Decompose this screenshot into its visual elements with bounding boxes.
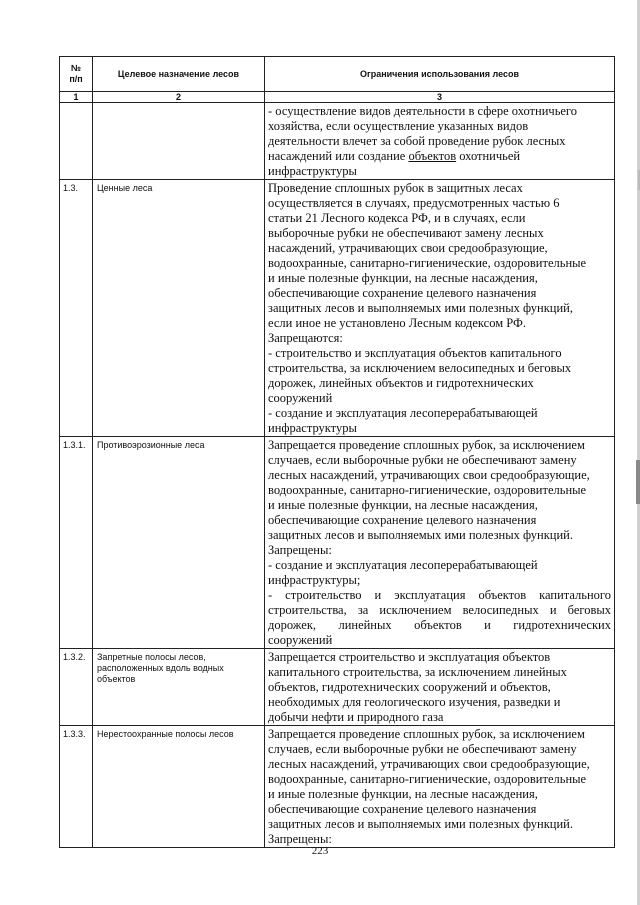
row-purpose bbox=[93, 437, 265, 649]
page-number: 223 bbox=[311, 845, 329, 857]
row-number bbox=[60, 103, 93, 180]
purpose-line: расположенных вдоль водных bbox=[97, 663, 224, 673]
restriction-line: - строительство и эксплуатация объектов капитального bbox=[268, 588, 611, 602]
header-number-abbr: п/п bbox=[69, 74, 83, 84]
restriction-line: хозяйства, если осуществление указанных видов bbox=[268, 119, 529, 133]
restriction-line: дорожек, линейных объектов и гидротехнических bbox=[268, 376, 534, 390]
row-number: 1.3.2. bbox=[60, 649, 93, 726]
restriction-line: капитального строительства, за исключением линейных bbox=[268, 665, 567, 679]
underlined-word: объектов bbox=[408, 149, 457, 163]
header-purpose: Целевое назначение лесов bbox=[93, 57, 265, 92]
header-restrictions: Ограничения использования лесов bbox=[265, 57, 615, 92]
restriction-line: водоохранные, санитарно-гигиенические, оздоровительные bbox=[268, 483, 587, 497]
restriction-line: лесных насаждений, утрачивающих свои средообразующие, bbox=[268, 468, 590, 482]
table-row bbox=[60, 180, 615, 437]
restriction-line: насаждений или создание объектов охотничьей bbox=[268, 149, 521, 163]
restriction-line: деятельности влечет за собой проведение рубок лесных bbox=[268, 134, 566, 148]
row-purpose bbox=[93, 726, 265, 848]
row-restrictions bbox=[265, 437, 615, 649]
restriction-line: выборочные рубки не обеспечивают замену лесных bbox=[268, 226, 544, 240]
purpose-line: Ценные леса bbox=[97, 183, 153, 193]
restriction-line: защитных лесов и выполняемых ими полезных функций. bbox=[268, 817, 573, 831]
restriction-line: инфраструктуры bbox=[268, 164, 357, 178]
row-purpose bbox=[93, 103, 265, 180]
restriction-line: сооружений bbox=[268, 633, 333, 647]
restriction-line: строительства, за исключением велосипедных и беговых bbox=[268, 361, 572, 375]
restriction-line: сооружений bbox=[268, 391, 333, 405]
purpose-line: Противоэрозионные леса bbox=[97, 440, 205, 450]
restriction-line: статьи 21 Лесного кодекса РФ, и в случаях, если bbox=[268, 211, 526, 225]
restriction-line: инфраструктуры bbox=[268, 421, 357, 435]
restriction-line: - создание и эксплуатация лесоперерабатывающей bbox=[268, 406, 538, 420]
purpose-line: Нерестоохранные полосы лесов bbox=[97, 729, 234, 739]
restriction-line: лесных насаждений, утрачивающих свои средообразующие, bbox=[268, 757, 590, 771]
restriction-line: Запрещены: bbox=[268, 543, 332, 557]
restriction-line: Запрещены: bbox=[268, 832, 332, 846]
row-number: 1.3.1. bbox=[60, 437, 93, 649]
table-row bbox=[60, 437, 615, 649]
header-number-symbol: № bbox=[70, 63, 82, 73]
header-row bbox=[60, 57, 615, 92]
restriction-line: строительства, за исключением велосипедных и беговых bbox=[268, 603, 611, 617]
purpose-line: объектов bbox=[97, 674, 136, 684]
header-number bbox=[60, 57, 93, 92]
restriction-line: насаждений, утрачивающих свои средообразующие, bbox=[268, 241, 548, 255]
column-number: 1 bbox=[60, 92, 93, 103]
row-number: 1.3.3. bbox=[60, 726, 93, 848]
table-row bbox=[60, 649, 615, 726]
restriction-line: и иные полезные функции, на лесные насаждения, bbox=[268, 787, 538, 801]
restriction-line: случаев, если выборочные рубки не обеспечивают замену bbox=[268, 453, 577, 467]
row-restrictions bbox=[265, 180, 615, 437]
row-restrictions bbox=[265, 726, 615, 848]
restriction-line: - создание и эксплуатация лесоперерабатывающей bbox=[268, 558, 538, 572]
restriction-line: Запрещается проведение сплошных рубок, за исключением bbox=[268, 727, 585, 741]
restriction-line: если иное не установлено Лесным кодексом РФ. bbox=[268, 316, 527, 330]
restriction-line: и иные полезные функции, на лесные насаждения, bbox=[268, 271, 538, 285]
restriction-line: и иные полезные функции, на лесные насаждения, bbox=[268, 498, 538, 512]
restriction-line: водоохранные, санитарно-гигиенические, оздоровительные bbox=[268, 256, 587, 270]
restriction-line: обеспечивающие сохранение целевого назначения bbox=[268, 802, 537, 816]
restriction-line: обеспечивающие сохранение целевого назначения bbox=[268, 513, 537, 527]
column-numbers-row bbox=[60, 92, 615, 103]
restriction-line: случаев, если выборочные рубки не обеспечивают замену bbox=[268, 742, 577, 756]
restriction-line: защитных лесов и выполняемых ими полезных функций. bbox=[268, 528, 573, 542]
restriction-line: Запрещается проведение сплошных рубок, за исключением bbox=[268, 438, 585, 452]
restriction-line: инфраструктуры; bbox=[268, 573, 361, 587]
column-number: 3 bbox=[265, 92, 615, 103]
row-purpose bbox=[93, 180, 265, 437]
row-purpose bbox=[93, 649, 265, 726]
restriction-line: Запрещаются: bbox=[268, 331, 343, 345]
restriction-line: осуществляется в случаях, предусмотренных частью 6 bbox=[268, 196, 560, 210]
table-row bbox=[60, 726, 615, 848]
purpose-line: Запретные полосы лесов, bbox=[97, 652, 206, 662]
restriction-line: дорожек, линейных объектов и гидротехнических bbox=[268, 618, 611, 632]
restriction-line: - осуществление видов деятельности в сфере охотничьего bbox=[268, 104, 578, 118]
restriction-line: объектов, гидротехнических сооружений и объектов, bbox=[268, 680, 551, 694]
table-row-continuation bbox=[60, 103, 615, 180]
row-number: 1.3. bbox=[60, 180, 93, 437]
restriction-line: - строительство и эксплуатация объектов капитального bbox=[268, 346, 562, 360]
row-restrictions bbox=[265, 103, 615, 180]
restriction-line: обеспечивающие сохранение целевого назначения bbox=[268, 286, 537, 300]
restriction-line: добычи нефти и природного газа bbox=[268, 710, 444, 724]
restriction-line: Проведение сплошных рубок в защитных лесах bbox=[268, 181, 523, 195]
restriction-line: защитных лесов и выполняемых ими полезных функций, bbox=[268, 301, 573, 315]
scan-artifact bbox=[636, 460, 640, 504]
row-restrictions bbox=[265, 649, 615, 726]
restriction-line: водоохранные, санитарно-гигиенические, оздоровительные bbox=[268, 772, 587, 786]
forest-restrictions-table bbox=[59, 56, 615, 848]
column-number: 2 bbox=[93, 92, 265, 103]
restriction-line: Запрещается строительство и эксплуатация объектов bbox=[268, 650, 551, 664]
restriction-line: необходимых для геологического изучения, разведки и bbox=[268, 695, 561, 709]
